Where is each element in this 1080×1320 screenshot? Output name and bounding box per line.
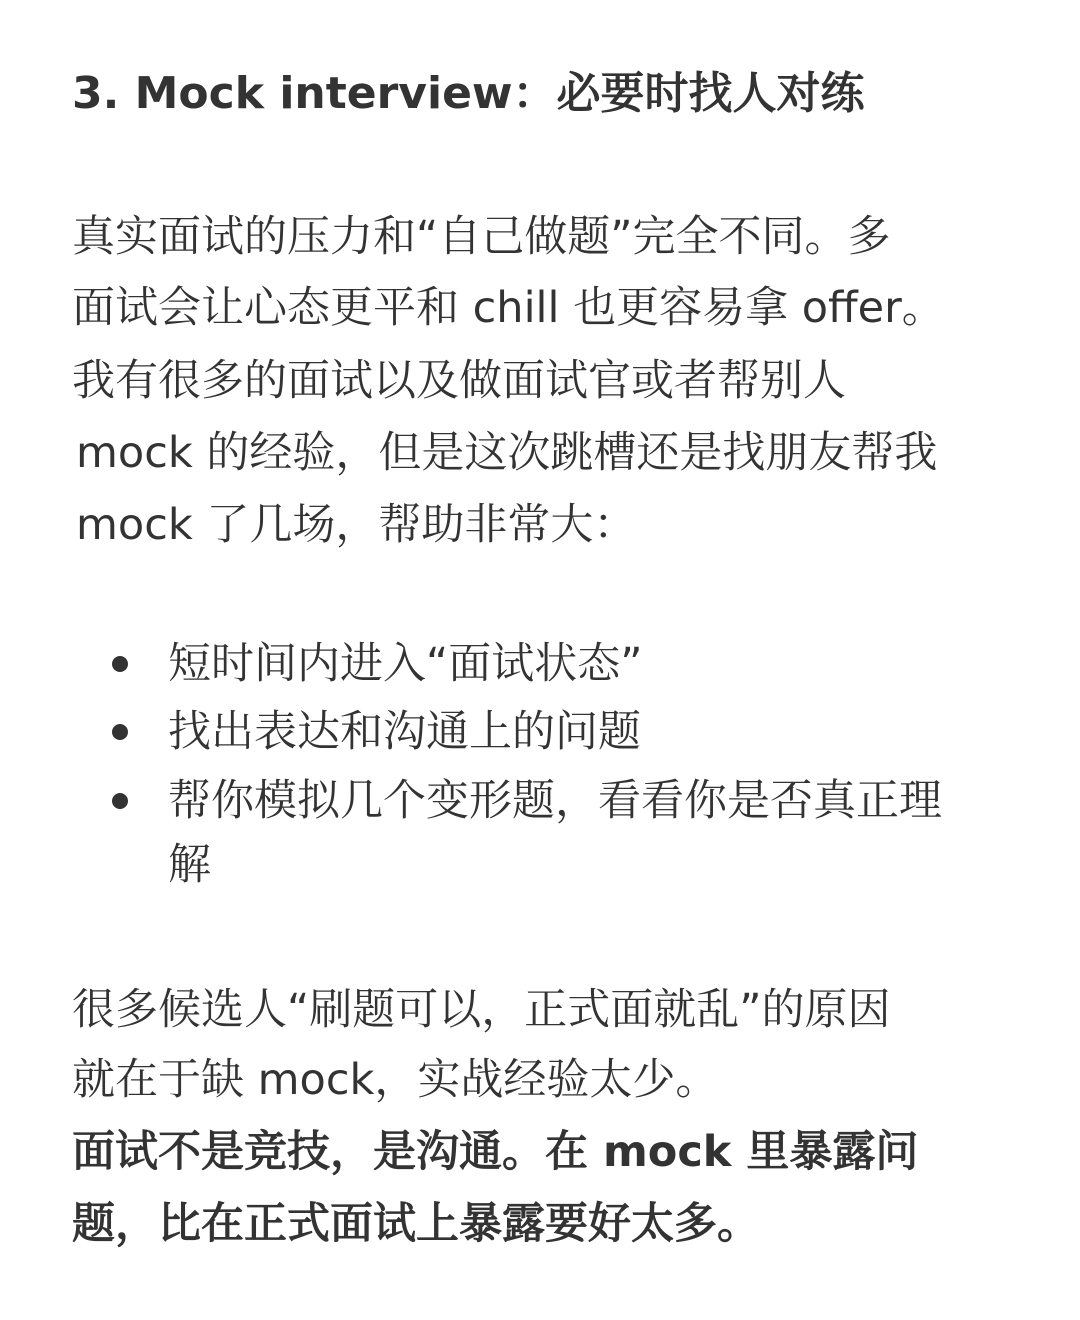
intro-line-3: 我有很多的面试以及做面试官或者帮别人 xyxy=(72,356,846,406)
intro-line-2: 面试会让心态更平和 chill 也更容易拿 offer。 xyxy=(72,283,945,333)
bullet-dot xyxy=(112,793,128,809)
outro-line-1: 很多候选人“刷题可以，正式面就乱”的原因 xyxy=(72,985,891,1035)
section-heading: 3. Mock interview：必要时找人对练 xyxy=(72,68,865,119)
emphasis-line-2: 题，比在正式面试上暴露要好太多。 xyxy=(72,1199,760,1249)
outro-line-2: 就在于缺 mock，实战经验太少。 xyxy=(72,1055,719,1105)
bullet-dot xyxy=(112,724,128,740)
intro-line-5: mock 了几场，帮助非常大： xyxy=(76,500,637,550)
benefit-item-1: 短时间内进入“面试状态” xyxy=(168,639,643,689)
emphasis-line-1: 面试不是竞技，是沟通。在 mock 里暴露问 xyxy=(72,1127,919,1177)
benefit-item-3-line-2: 解 xyxy=(168,840,211,890)
intro-line-4: mock 的经验，但是这次跳槽还是找朋友帮我 xyxy=(76,428,938,478)
benefit-item-2: 找出表达和沟通上的问题 xyxy=(168,707,641,757)
benefit-item-3-line-1: 帮你模拟几个变形题，看看你是否真正理 xyxy=(168,776,942,826)
intro-line-1: 真实面试的压力和“自己做题”完全不同。多 xyxy=(72,212,891,262)
bullet-dot xyxy=(112,656,128,672)
